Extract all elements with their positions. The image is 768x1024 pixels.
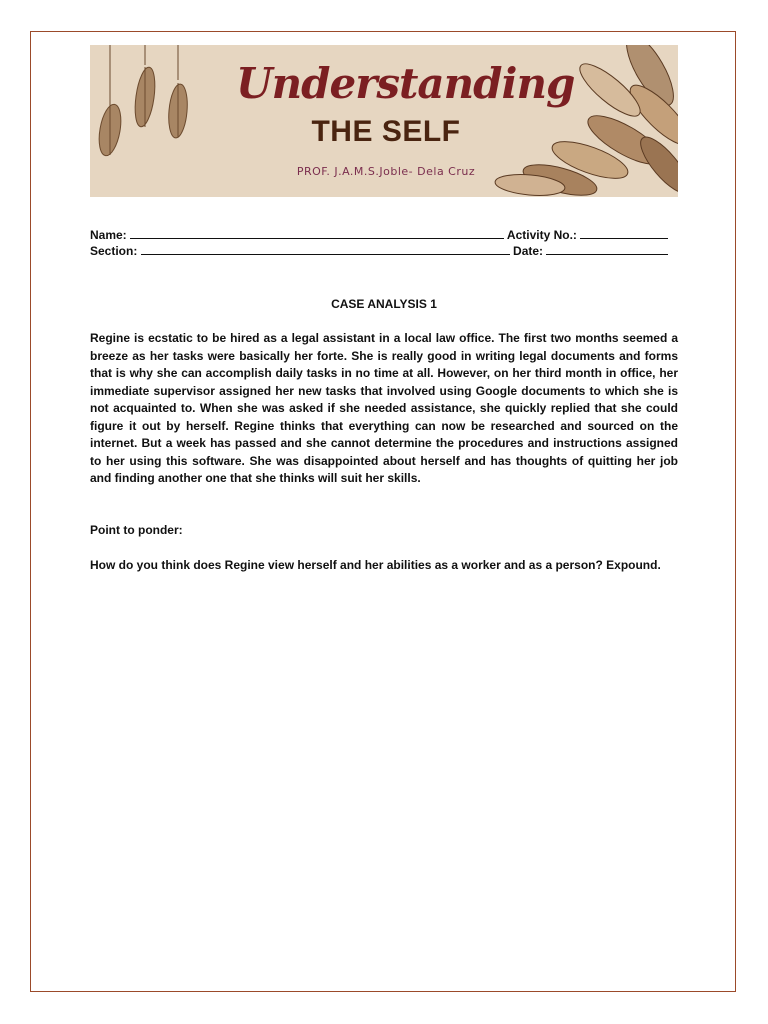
name-label: Name: [90,228,127,242]
section-date-row [90,244,680,258]
ponder-question: How do you think does Regine view herself and her abilities as a worker and as a person? Expound. [90,558,661,572]
header-banner [90,45,678,197]
case-body: Regine is ecstatic to be hired as a legal assistant in a local law office. The first two months seemed a breeze as her tasks were basically her forte. She is really good in writing legal documents and forms that is why she can accomplish daily tasks in no time at all. However, on her third month in office, her immediate supervisor assigned her new tasks that involved using Google documents to which she is not acquainted to. When she was asked if she needed assistance, she quickly replied that she could figure it out by herself. Regine thinks that everything can now be researched and sourced on the internet. But a week has passed and she cannot determine the procedures and instructions assigned to her using this software. She was disappointed about herself and has thoughts of quitting her job and finding another one that she thinks will suit her skills. [90,331,678,485]
case-title: CASE ANALYSIS 1 [331,297,437,311]
ponder-heading: Point to ponder: [90,523,183,537]
section-label: Section: [90,244,138,258]
banner-author: PROF. J.A.M.S.Joble- Dela Cruz [296,165,476,178]
hanging-feather-icon [96,45,190,157]
activity-field[interactable] [580,228,668,239]
banner-subtitle: THE SELF [311,115,461,148]
date-field[interactable] [546,244,668,255]
name-activity-row [90,228,680,242]
section-field[interactable] [141,244,510,255]
activity-label: Activity No.: [506,228,577,242]
banner-title: Understanding [236,59,575,108]
name-field[interactable] [130,228,504,239]
date-label: Date: [513,244,544,258]
